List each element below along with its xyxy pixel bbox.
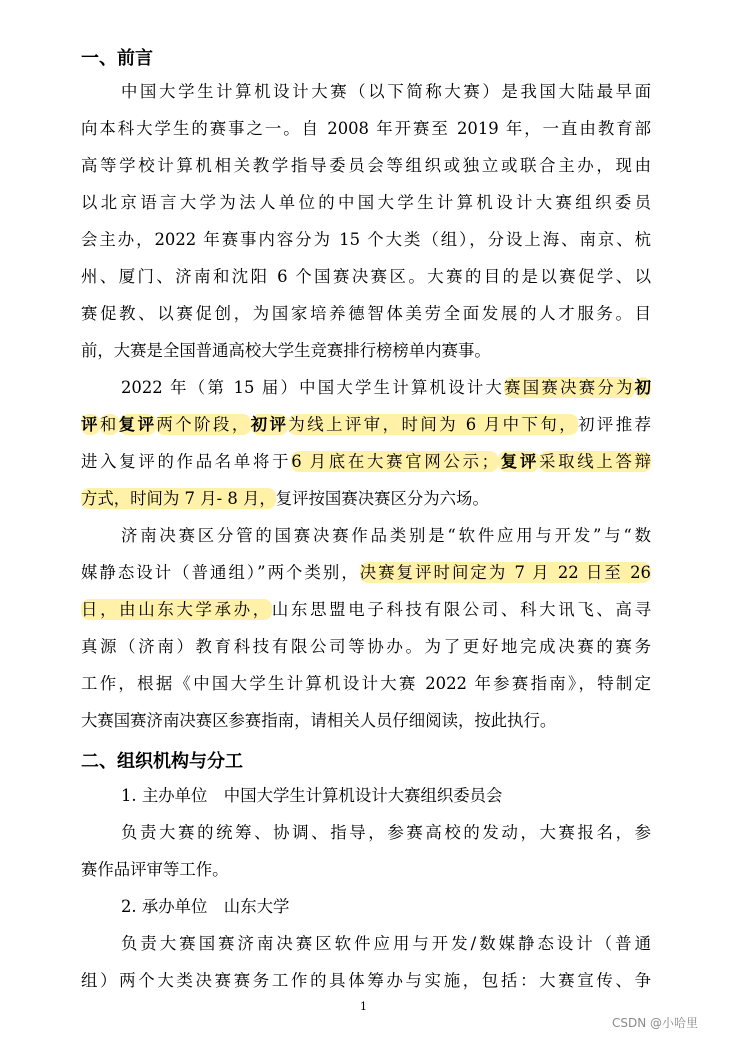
highlighted-bold-text: 初	[634, 378, 652, 397]
paragraph-line	[121, 376, 651, 400]
text-run: 媒静态设计（普通组）”两个类别，	[81, 563, 360, 582]
highlighted-text: 和	[99, 415, 119, 434]
host-unit-line: 1. 主办单位 中国大学生计算机设计大赛组织委员会	[121, 786, 503, 805]
paragraph-line	[81, 413, 651, 437]
paragraph-line: 负责大赛国赛济南决赛区软件应用与开发/数媒静态设计（普通	[121, 934, 651, 953]
text-run: 进入复评的作品名单将于	[81, 452, 292, 471]
highlighted-text: 采取线上答辩	[539, 452, 652, 471]
paragraph-line	[81, 598, 651, 622]
highlighted-bold-text: 初评	[250, 415, 289, 434]
section-heading-preface: 一、前言	[81, 48, 153, 69]
text-run: 山东思盟电子科技有限公司、科大讯飞、高寻	[271, 600, 652, 619]
paragraph-line	[81, 561, 651, 585]
paragraph-line: 赛促教、以赛促创，为国家培养德智体美劳全面发展的人才服务。目	[81, 304, 651, 323]
text-run: 初评推荐	[578, 415, 652, 434]
paragraph-line: 赛作品评审等工作。	[81, 860, 229, 879]
watermark: CSDN @小哈里	[612, 1016, 699, 1030]
highlighted-text: 为线上评审，时间为 6 月中下旬，	[288, 415, 579, 434]
text-run: 复评按国赛决赛区分为六场。	[275, 489, 489, 508]
paragraph-line	[81, 450, 651, 474]
paragraph-line: 向本科大学生的赛事之一。自 2008 年开赛至 2019 年，一直由教育部	[81, 119, 651, 138]
paragraph-line: 中国大学生计算机设计大赛（以下简称大赛）是我国大陆最早面	[121, 82, 651, 101]
section-heading-organization: 二、组织机构与分工	[81, 751, 243, 772]
paragraph-line: 济南决赛区分管的国赛决赛作品类别是“软件应用与开发”与“数	[121, 526, 651, 545]
paragraph-line: 组）两个大类决赛赛务工作的具体筹办与实施，包括：大赛宣传、争	[81, 971, 651, 990]
text-run: 2022 年（第 15 届）中国大学生计算机设计大	[121, 378, 505, 397]
paragraph-line: 会主办，2022 年赛事内容分为 15 个大类（组），分设上海、南京、杭	[81, 230, 651, 249]
paragraph-line: 以北京语言大学为法人单位的中国大学生计算机设计大赛组织委员	[81, 193, 651, 212]
paragraph-line: 真源（济南）教育科技有限公司等协办。为了更好地完成决赛的赛务	[81, 637, 651, 656]
highlighted-text: 方式，时间为 7 月- 8 月，	[81, 489, 276, 508]
highlighted-text: 赛国赛决赛分为	[504, 378, 635, 397]
paragraph-line: 负责大赛的统筹、协调、指导，参赛高校的发动，大赛报名，参	[121, 823, 651, 842]
paragraph-line	[81, 487, 651, 511]
highlighted-text: 两个阶段，	[156, 415, 251, 434]
organizer-unit-line: 2. 承办单位 山东大学	[121, 897, 290, 916]
highlighted-bold-text: 复评	[498, 452, 540, 471]
highlighted-text: 决赛复评时间定为 7 月 22 日至 26	[359, 563, 651, 582]
highlighted-bold-text: 评	[81, 415, 100, 434]
paragraph-line: 工作，根据《中国大学生计算机设计大赛 2022 年参赛指南》，特制定	[81, 674, 651, 693]
highlighted-text: 6 月底在大赛官网公示；	[291, 452, 499, 471]
paragraph-line: 州、厦门、济南和沈阳 6 个国赛决赛区。大赛的目的是以赛促学、以	[81, 267, 651, 286]
paragraph-line: 前，大赛是全国普通高校大学生竞赛排行榜榜单内赛事。	[81, 341, 491, 360]
page-number: 1	[360, 1000, 367, 1013]
paragraph-line: 大赛国赛济南决赛区参赛指南，请相关人员仔细阅读，按此执行。	[81, 711, 557, 730]
paragraph-line: 高等学校计算机相关教学指导委员会等组织或独立或联合主办，现由	[81, 156, 651, 175]
highlighted-bold-text: 复评	[118, 415, 157, 434]
highlighted-text: 日，由山东大学承办，	[81, 600, 272, 619]
